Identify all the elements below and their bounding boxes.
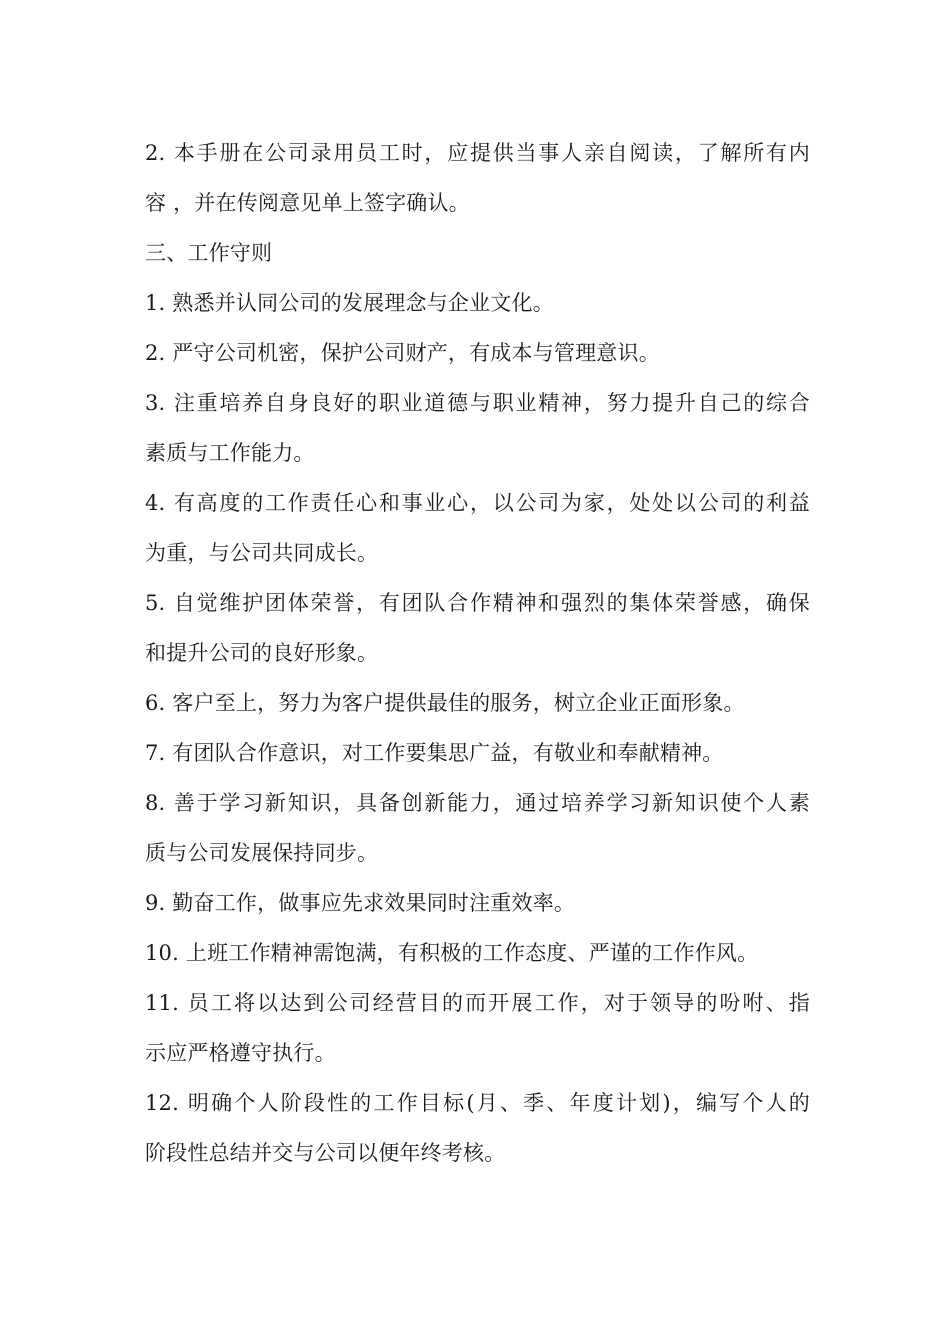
document-body: [145, 128, 810, 1178]
text-line: 容 ，并在传阅意见单上签字确认。: [145, 191, 470, 215]
text-line: 11. 员工将以达到公司经营目的而开展工作，对于领导的吩咐、指: [145, 991, 810, 1015]
text-line: 1. 熟悉并认同公司的发展理念与企业文化。: [145, 291, 554, 315]
text-line: 质与公司发展保持同步。: [145, 841, 379, 865]
text-line: 素质与工作能力。: [145, 441, 315, 465]
text-line: 6. 客户至上，努力为客户提供最佳的服务，树立企业正面形象。: [145, 691, 745, 715]
text-line: 7. 有团队合作意识，对工作要集思广益，有敬业和奉献精神。: [145, 741, 724, 765]
text-line: 10. 上班工作精神需饱满，有积极的工作态度、严谨的工作作风。: [145, 941, 759, 965]
text-line: 4. 有高度的工作责任心和事业心，以公司为家，处处以公司的利益: [145, 491, 810, 515]
section-heading: 三、工作守则: [145, 241, 273, 265]
text-line: 9. 勤奋工作，做事应先求效果同时注重效率。: [145, 891, 576, 915]
text-line: 3. 注重培养自身良好的职业道德与职业精神，努力提升自己的综合: [145, 391, 810, 415]
text-line: 阶段性总结并交与公司以便年终考核。: [145, 1141, 506, 1165]
text-line: 8. 善于学习新知识，具备创新能力，通过培养学习新知识使个人素: [145, 791, 810, 815]
text-line: 2. 本手册在公司录用员工时，应提供当事人亲自阅读，了解所有内: [145, 141, 810, 165]
text-line: 12. 明确个人阶段性的工作目标(月、季、年度计划)，编写个人的: [145, 1091, 810, 1115]
text-line: 为重，与公司共同成长。: [145, 541, 379, 565]
text-line: 2. 严守公司机密，保护公司财产，有成本与管理意识。: [145, 341, 660, 365]
text-line: 示应严格遵守执行。: [145, 1041, 336, 1065]
text-line: 和提升公司的良好形象。: [145, 641, 379, 665]
text-line: 5. 自觉维护团体荣誉，有团队合作精神和强烈的集体荣誉感，确保: [145, 591, 810, 615]
